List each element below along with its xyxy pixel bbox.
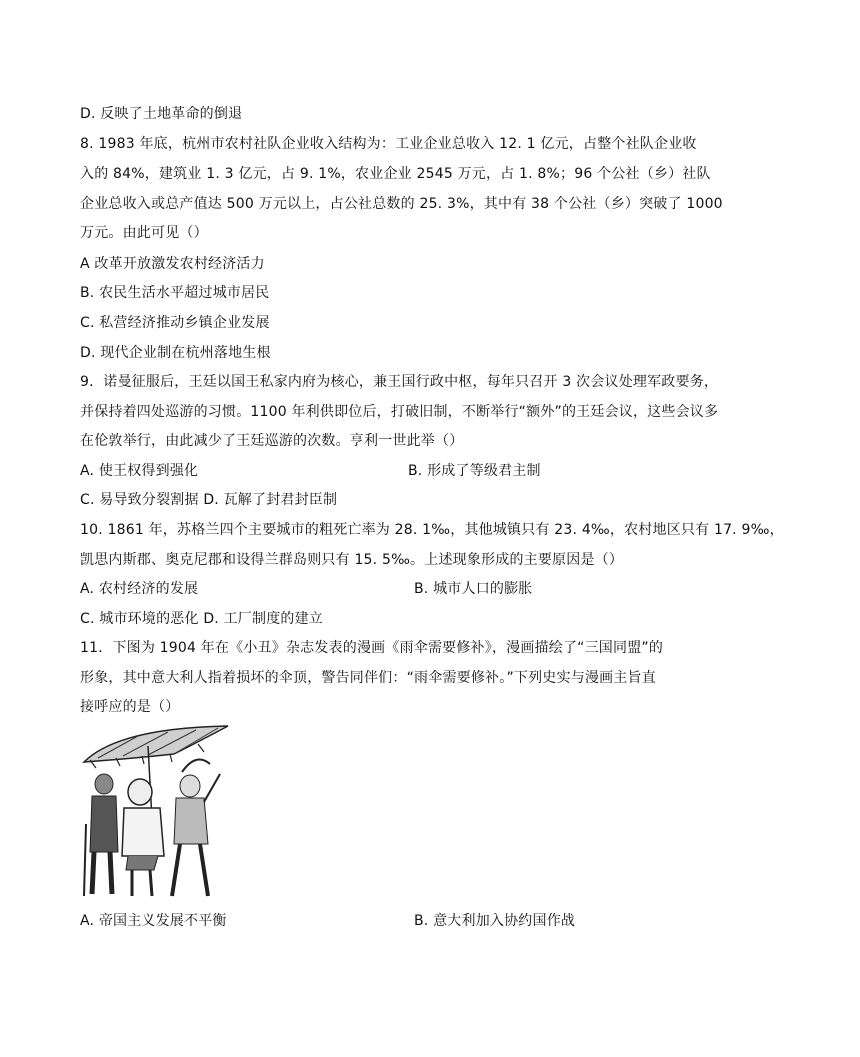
q7-option-d: D. 反映了土地革命的倒退 [80,106,243,122]
q8-stem-line-3: 企业总收入或总产值达 500 万元以上，占公社总数的 25. 3%，其中有 38 个公社（乡）突破了 1000 [80,196,723,212]
q11-stem-line-2: 形象，其中意大利人指着损坏的伞顶，警告同伴们：“雨伞需要修补。”下列史实与漫画主旨直 [80,670,656,686]
q10-option-b: B. 城市人口的膨胀 [414,581,533,597]
q9-option-b: B. 形成了等级君主制 [408,463,541,479]
q8-stem-line-1: 8. 1983 年底，杭州市农村社队企业收入结构为：工业企业总收入 12. 1 亿元，占整个社队企业收 [80,136,697,152]
q10-stem-line-2: 凯思内斯郡、奥克尼郡和设得兰群岛则只有 15. 5‰。上述现象形成的主要原因是（） [80,552,624,568]
q8-option-a: A 改革开放激发农村经济活力 [80,256,265,272]
q11-option-a: A. 帝国主义发展不平衡 [80,913,227,929]
q8-stem-line-2: 入的 84%，建筑业 1. 3 亿元，占 9. 1%，农业企业 2545 万元，占 1. 8%；96 个公社（乡）社队 [80,166,711,182]
q9-options-c-d: C. 易导致分裂割据 D. 瓦解了封君封臣制 [80,492,338,508]
q10-option-a: A. 农村经济的发展 [80,581,199,597]
q10-options-c-d: C. 城市环境的恶化 D. 工厂制度的建立 [80,611,324,627]
q11-stem-line-1: 11．下图为 1904 年在《小丑》杂志发表的漫画《雨伞需要修补》，漫画描绘了“三国同盟”的 [80,640,664,656]
q9-stem-line-3: 在伦敦举行，由此减少了王廷巡游的次数。亨利一世此举（） [80,433,464,449]
q8-option-c: C. 私营经济推动乡镇企业发展 [80,315,270,331]
q11-option-b: B. 意大利加入协约国作战 [414,913,576,929]
q10-stem-line-1: 10. 1861 年，苏格兰四个主要城市的粗死亡率为 28. 1‰，其他城镇只有 23. 4‰，农村地区只有 17. 9‰， [80,522,784,538]
q9-stem-line-1: 9．诺曼征服后，王廷以国王私家内府为核心，兼王国行政中枢，每年只召开 3 次会议处理军政要务， [80,374,719,390]
q8-stem-line-4: 万元。由此可见（） [80,225,208,241]
q9-option-a: A. 使王权得到强化 [80,463,199,479]
q8-option-b: B. 农民生活水平超过城市居民 [80,285,270,301]
q11-stem-line-3: 接呼应的是（） [80,699,180,715]
q9-stem-line-2: 并保持着四处巡游的习惯。1100 年利供即位后，打破旧制，不断举行“额外”的王廷会议，这些会议多 [80,404,719,420]
q8-option-d: D. 现代企业制在杭州落地生根 [80,345,271,361]
cartoon-umbrella-illustration [78,724,234,904]
